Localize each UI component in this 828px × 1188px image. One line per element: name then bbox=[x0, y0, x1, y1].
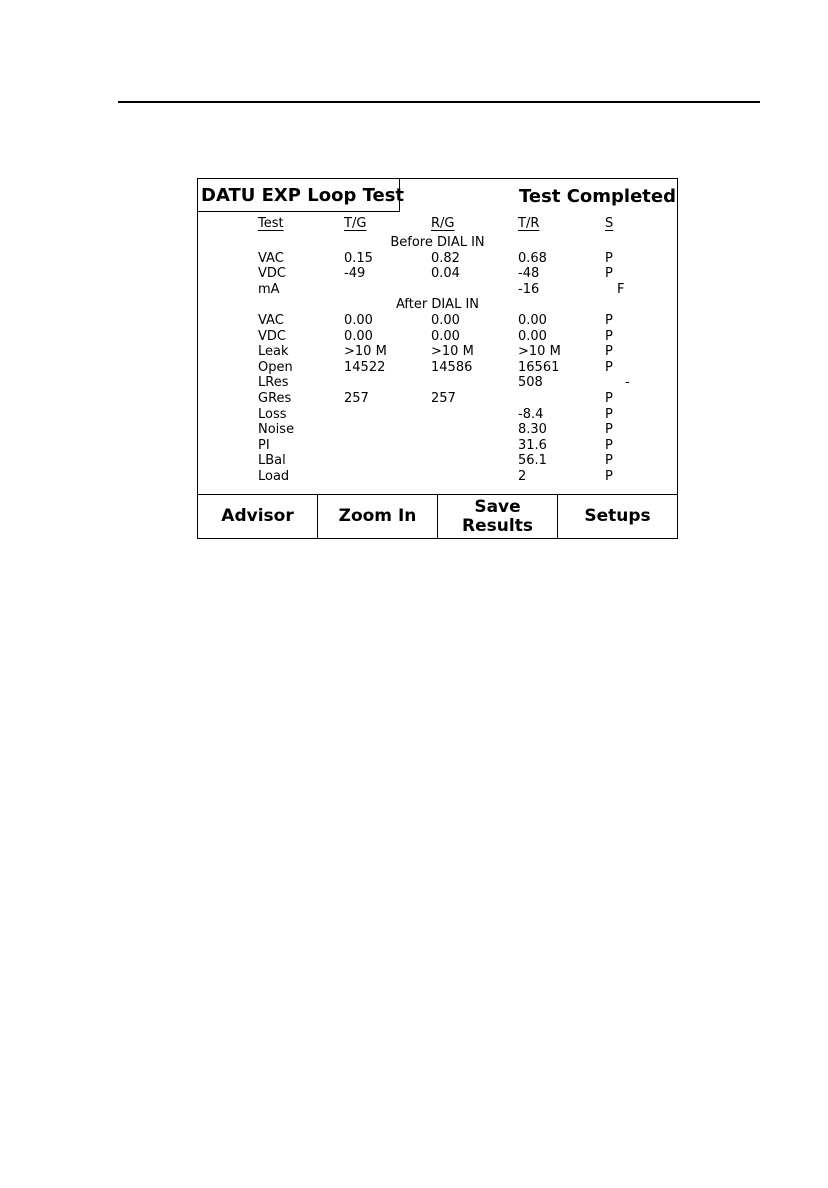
table-cell-test: Leak bbox=[258, 344, 289, 360]
table-cell-t-r: >10 M bbox=[518, 344, 561, 360]
table-cell-t-r: 31.6 bbox=[518, 437, 547, 453]
table-cell-r-g: 0.00 bbox=[431, 328, 460, 344]
section-before-dial-in: Before DIAL IN bbox=[390, 235, 485, 250]
column-header-s: S bbox=[605, 216, 614, 231]
table-cell-test: VAC bbox=[258, 313, 284, 328]
table-cell-t-g: 14522 bbox=[344, 359, 386, 375]
table-cell-t-g: >10 M bbox=[344, 344, 387, 360]
table-cell-t-g: -49 bbox=[344, 266, 366, 282]
page-header-rule bbox=[118, 101, 760, 103]
table-cell-test: PI bbox=[258, 437, 270, 453]
table-cell-test: mA bbox=[258, 281, 280, 297]
table-cell-status: - bbox=[625, 375, 630, 391]
table-cell-status: P bbox=[605, 406, 613, 422]
table-cell-status: P bbox=[605, 328, 613, 344]
table-cell-t-r: 8.30 bbox=[518, 422, 547, 438]
column-header-r-g: R/G bbox=[431, 216, 455, 231]
table-cell-t-r: 0.68 bbox=[518, 250, 547, 266]
table-cell-status: P bbox=[605, 313, 613, 328]
table-cell-r-g: 0.04 bbox=[431, 266, 460, 282]
advisor-button[interactable]: Advisor bbox=[198, 495, 318, 538]
table-cell-test: LBal bbox=[258, 453, 286, 469]
table-cell-test: VDC bbox=[258, 328, 286, 344]
table-cell-t-r: 2 bbox=[518, 469, 527, 484]
test-status: Test Completed bbox=[519, 186, 676, 207]
table-cell-test: Open bbox=[258, 359, 293, 375]
table-cell-r-g: 14586 bbox=[431, 359, 473, 375]
table-cell-status: P bbox=[605, 266, 613, 282]
table-cell-r-g: 257 bbox=[431, 391, 456, 406]
table-cell-t-r: 16561 bbox=[518, 359, 560, 375]
table-cell-t-r: -16 bbox=[518, 281, 540, 297]
table-cell-t-g: 0.00 bbox=[344, 328, 373, 344]
table-cell-test: GRes bbox=[258, 391, 292, 406]
table-cell-t-g: 0.00 bbox=[344, 313, 373, 328]
section-after-dial-in: After DIAL IN bbox=[395, 297, 480, 313]
table-cell-status: P bbox=[605, 250, 613, 266]
table-cell-test: VAC bbox=[258, 250, 284, 266]
table-cell-r-g: 0.82 bbox=[431, 250, 460, 266]
table-cell-test: LRes bbox=[258, 375, 289, 391]
table-cell-t-r: -48 bbox=[518, 266, 540, 282]
table-cell-t-g: 0.15 bbox=[344, 250, 373, 266]
loop-test-screen bbox=[197, 178, 678, 539]
save-results-button[interactable]: Save Results bbox=[438, 495, 558, 538]
screen-title: DATU EXP Loop Test bbox=[198, 179, 400, 212]
table-cell-status: P bbox=[605, 422, 613, 438]
table-cell-status: P bbox=[605, 437, 613, 453]
column-header-t-r: T/R bbox=[518, 216, 540, 231]
table-cell-status: P bbox=[605, 469, 613, 484]
table-cell-status: P bbox=[605, 453, 613, 469]
table-cell-r-g: >10 M bbox=[431, 344, 474, 360]
table-cell-test: VDC bbox=[258, 266, 286, 282]
table-cell-t-r: -8.4 bbox=[518, 406, 544, 422]
table-cell-t-r: 0.00 bbox=[518, 328, 547, 344]
column-header-t-g: T/G bbox=[344, 216, 367, 231]
table-cell-test: Noise bbox=[258, 422, 295, 438]
table-cell-t-r: 0.00 bbox=[518, 313, 547, 328]
results-table bbox=[198, 213, 677, 493]
table-cell-t-g: 257 bbox=[344, 391, 369, 406]
table-cell-status: F bbox=[617, 281, 625, 297]
table-cell-t-r: 56.1 bbox=[518, 453, 547, 469]
table-cell-test: Load bbox=[258, 469, 290, 484]
table-cell-status: P bbox=[605, 359, 613, 375]
table-cell-test: Loss bbox=[258, 406, 287, 422]
table-cell-status: P bbox=[605, 344, 613, 360]
zoom-in-button[interactable]: Zoom In bbox=[318, 495, 438, 538]
table-cell-r-g: 0.00 bbox=[431, 313, 460, 328]
column-header-test: Test bbox=[258, 216, 284, 231]
table-cell-status: P bbox=[605, 391, 613, 406]
table-cell-t-r: 508 bbox=[518, 375, 543, 391]
setups-button[interactable]: Setups bbox=[584, 506, 651, 526]
softkey-bar bbox=[198, 494, 677, 538]
